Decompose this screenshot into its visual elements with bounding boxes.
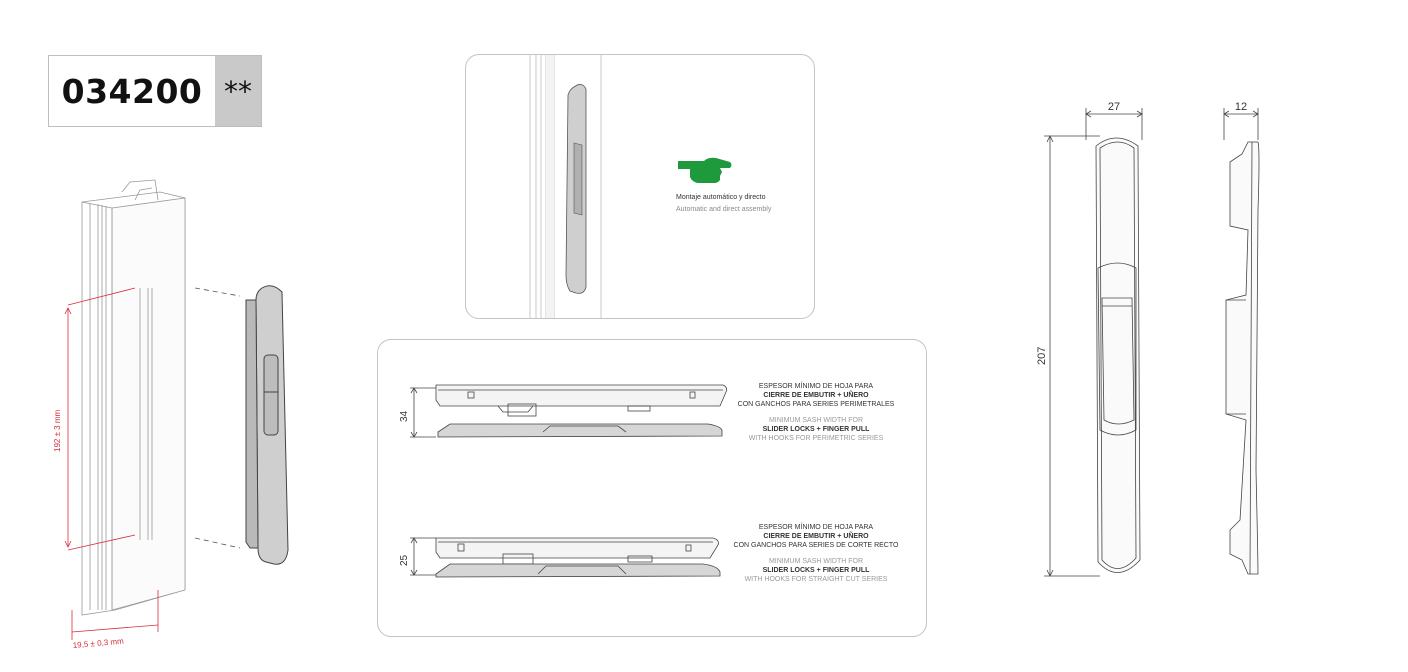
spec-block-straight [731, 523, 901, 584]
pointing-hand-icon [676, 155, 734, 185]
product-grade: ** [215, 56, 261, 126]
product-code: 034200 [61, 71, 203, 111]
spec-es-line3: CON GANCHOS PARA SERIES PERIMETRALES [737, 401, 895, 408]
spec-es-line2: CIERRE DE EMBUTIR + UÑERO [763, 533, 869, 540]
spec-en-line3: WITH HOOKS FOR STRAIGHT CUT SERIES [744, 576, 888, 583]
spec-en-line2: SLIDER LOCKS + FINGER PULL [762, 426, 870, 433]
spec-en-line3: WITH HOOKS FOR PERIMETRIC SERIES [748, 435, 884, 442]
spec-es-line2: CIERRE DE EMBUTIR + UÑERO [763, 392, 869, 399]
front-width-label: 27 [1107, 101, 1121, 113]
product-code-box [48, 55, 262, 127]
spec-es-line3: CON GANCHOS PARA SERIES DE CORTE RECTO [733, 542, 899, 549]
section-panel [377, 339, 927, 637]
spec-es-line1: ESPESOR MÍNIMO DE HOJA PARA [758, 383, 874, 390]
assembly-label-en: Automatic and direct assembly [676, 206, 772, 213]
spec-en-line1: MINIMUM SASH WIDTH FOR [768, 417, 864, 424]
section-dim-25: 25 [399, 554, 410, 566]
assembly-label-es: Montaje automático y directo [676, 194, 766, 201]
technical-views [1020, 90, 1280, 590]
spec-es-line1: ESPESOR MÍNIMO DE HOJA PARA [758, 524, 874, 531]
assembly-panel [465, 54, 815, 319]
spec-en-line1: MINIMUM SASH WIDTH FOR [768, 558, 864, 565]
side-depth-label: 12 [1234, 101, 1248, 113]
section-dim-34: 34 [399, 410, 410, 422]
spec-en-line2: SLIDER LOCKS + FINGER PULL [762, 567, 870, 574]
profile-isometric-drawing [40, 170, 300, 660]
height-label: 207 [1036, 346, 1048, 365]
height-dimension-label: 192 ± 3 mm [53, 409, 62, 452]
spec-block-perimetric [731, 382, 901, 443]
assembly-photo [466, 55, 815, 319]
width-dimension-label: 19,5 ± 0,3 mm [72, 636, 125, 650]
